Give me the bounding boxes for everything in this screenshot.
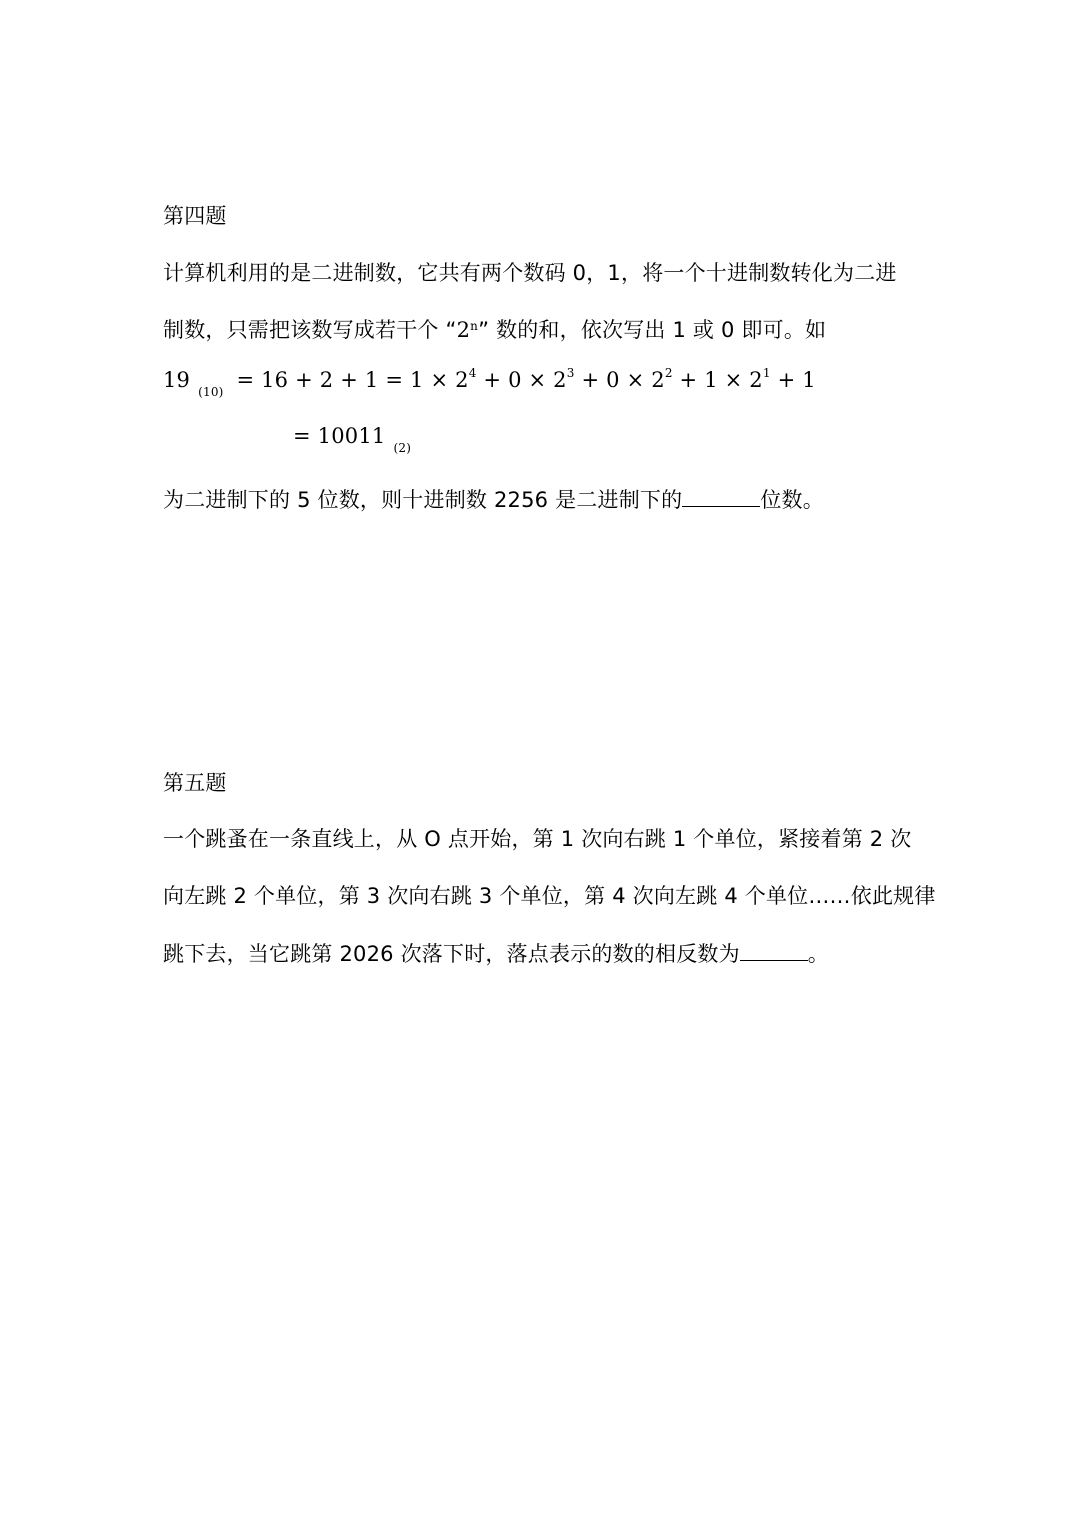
problem-4-heading: 第四题 (163, 204, 227, 228)
binary-base-subscript: (2) (393, 441, 412, 455)
power-base: 2 (456, 318, 471, 342)
expansion-term-3: + 0 × 2 (574, 368, 665, 392)
problem-4-text-line-2-start: 制数，只需把该数写成若干个 “ (163, 318, 457, 342)
decimal-number: 19 (163, 368, 191, 392)
expansion-term-4: + 1 × 2 (672, 368, 763, 392)
problem-5-text-line-1: 一个跳蚤在一条直线上，从 O 点开始，第 1 次向右跳 1 个单位，紧接着第 2 次 (163, 827, 912, 851)
exponent-1: 4 (468, 366, 477, 380)
problem-5-text-line-3-end: 。 (807, 942, 829, 966)
decimal-base-subscript: (10) (198, 385, 224, 399)
power-exponent: n (470, 319, 479, 333)
expansion-term-5: + 1 (770, 368, 816, 392)
exponent-2: 3 (566, 366, 575, 380)
binary-expansion-formula (163, 365, 816, 398)
problem-5-heading: 第五题 (163, 771, 227, 795)
problem-4-text-line-2-end: ” 数的和，依次写出 1 或 0 即可。如 (478, 318, 827, 342)
problem-4-question-end: 位数。 (760, 488, 824, 512)
exponent-4: 1 (762, 366, 771, 380)
answer-blank-5[interactable] (740, 938, 808, 961)
problem-4-text-line-2 (163, 315, 826, 348)
binary-result: = 10011 (293, 424, 386, 448)
problem-5-text-line-3 (163, 938, 829, 969)
expansion-term-2: + 0 × 2 (476, 368, 567, 392)
exponent-3: 2 (664, 366, 673, 380)
problem-4-question-start: 为二进制下的 5 位数，则十进制数 2256 是二进制下的 (163, 488, 683, 512)
problem-4-question (163, 484, 824, 515)
answer-blank-4[interactable] (682, 484, 760, 507)
expansion-term-1: = 16 + 2 + 1 = 1 × 2 (236, 368, 469, 392)
problem-4-text-line-1: 计算机利用的是二进制数，它共有两个数码 0，1，将一个十进制数转化为二进 (163, 261, 897, 285)
problem-5-text-line-2: 向左跳 2 个单位，第 3 次向右跳 3 个单位，第 4 次向左跳 4 个单位……依此规律 (163, 884, 936, 908)
binary-result-formula (293, 421, 417, 454)
problem-5-text-line-3-start: 跳下去，当它跳第 2026 次落下时，落点表示的数的相反数为 (163, 942, 740, 966)
